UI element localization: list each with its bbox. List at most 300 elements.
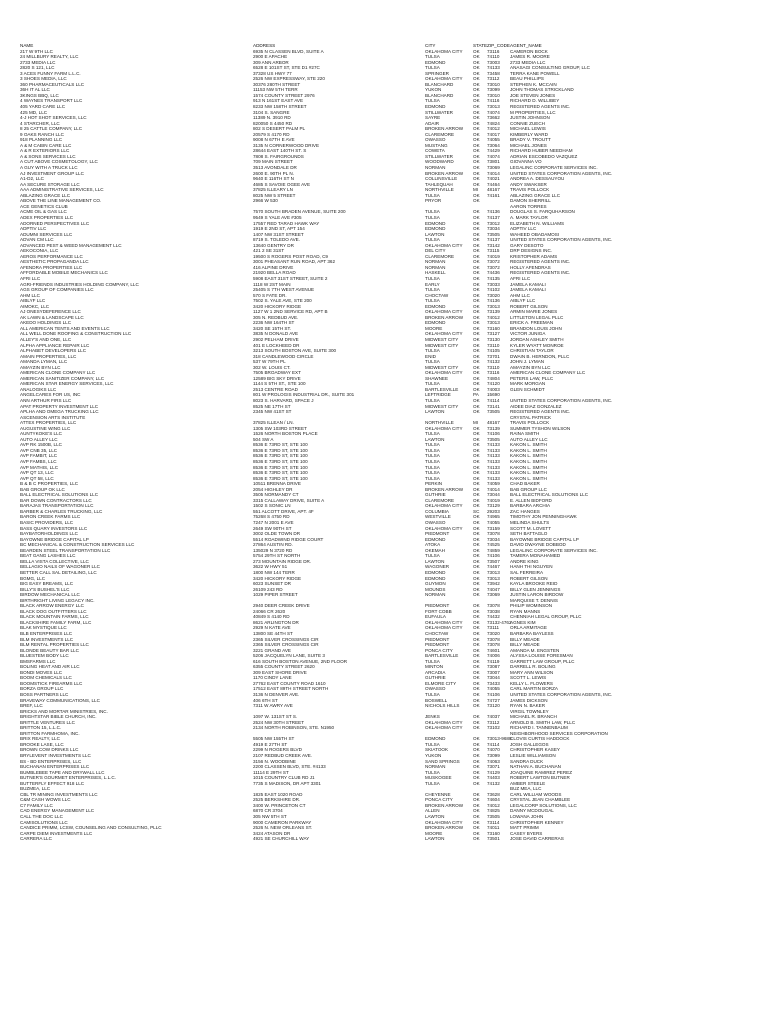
cell-zip: 73013 [487,303,500,309]
cell-agent: DRP DESIGNS INC. [510,248,553,254]
cell-name: BASIC PROVIDERS, LLC [20,520,74,526]
cell-state: OK [473,814,480,820]
cell-zip: 73013 [487,320,500,326]
cell-city: TULSA [425,275,440,281]
cell-agent: CLOVIS CURTIS HADDOCK [510,736,570,742]
cell-name: BIRDOW MECHANICAL LLC [20,592,80,598]
cell-name: AVP FAMBIT, LLC [20,453,58,459]
cell-address: 8536 E 73RD ST, STE 100 [253,464,308,470]
cell-agent: NEIGHBORHOOD SERVICES CORPORATION [510,730,608,736]
cell-city: COWETA [425,148,445,154]
cell-zip: 74825 [487,808,500,814]
cell-agent: CAMERON BOCK [510,48,548,54]
cell-city: BROKEN ARROW [425,126,464,132]
cell-zip: 73102 [487,725,500,731]
cell-zip: 74436 [487,270,500,276]
cell-state: OK [473,209,480,215]
cell-name: A GUY WITH A TRUCK LLC [20,165,78,171]
cell-state: OK [473,802,480,808]
cell-agent: CRYSTAL PATRICK [510,414,552,420]
cell-name: ATTEX PROPERTIES, LLC [20,420,77,426]
cell-agent: JUSTIN LARON BIRDOW [510,592,564,598]
cell-zip: 73072 [487,264,500,270]
cell-state: OK [473,170,480,176]
cell-agent: MARY ANN WILSON [510,669,554,675]
cell-state: OK [473,753,480,758]
cell-address: 1305 SW 103RD STREET [253,425,307,431]
cell-city: TULSA [425,209,440,215]
cell-address: 1170 CINDY LANE [253,675,292,681]
cell-name: BGMG, LLC [20,575,46,581]
cell-agent: LITTLETON LEGAL PLLC [510,314,564,320]
cell-state: OK [473,292,480,298]
cell-state: PA [473,392,479,398]
cell-address: 1127 W 1 2ND SERVICE RD, APT B [253,309,328,315]
cell-agent: MELINDA SHULTS [510,520,550,526]
cell-agent: SCOTT M. LOVETT [510,525,552,531]
cell-agent: SANDRA DUCK [510,758,544,764]
cell-city: PIEDMONT [425,603,450,609]
cell-state: OK [473,281,480,287]
cell-agent: ADRIAN ESCOBEDO VAZQUEZ [510,153,578,159]
cell-address: 1118 W 2ST MAIN [253,281,291,287]
cell-name: AFENDRA PROPERTIES LLC [20,264,83,270]
cell-name: ADVAN CM LLC [20,237,54,243]
cell-zip: 73064 [487,142,500,148]
cell-agent: MICHAEL R. BRANCH [510,714,557,720]
cell-name: BARBER & CHARLES TRUCKING, LLC [20,508,103,514]
cell-name: 360 PHARMACEUTICALS LLC [20,81,85,87]
cell-name: C7 FAMILY LLC [20,802,53,808]
cell-city: MIDWEST CITY [425,403,459,409]
cell-name: APLHA AND OMEGA TRUCKING LLC [20,409,99,415]
cell-zip: 73078 [487,636,500,642]
cell-state: OK [473,547,480,553]
cell-name: BIG EASY BREAMS, LLC [20,581,74,587]
cell-zip: 73114 [487,819,500,825]
cell-address: 309 ANN ARBOR [253,59,289,65]
cell-zip: 73662 [487,115,500,121]
business-listing [20,43,760,842]
cell-address: 17557 RED TARAD HAWK WAY [253,220,320,226]
cell-agent: CONNIE ZUECH [510,120,545,126]
cell-city: EDMOND [425,303,446,309]
cell-address: 8536 E 73RD ST, STE 100 [253,475,308,481]
cell-address: 2054 HIGHLEY DR [253,486,293,492]
cell-address: 3400 W. PRINCETON CT [253,802,306,808]
cell-state: OK [473,736,480,742]
cell-state: OK [473,253,480,259]
cell-city: FORT COBB [425,608,452,614]
cell-agent: ROBERT GILSON [510,303,548,309]
cell-name: 405 YARD CARE LLC [20,104,66,110]
cell-city: OKLAHOMA CITY [425,719,463,725]
cell-city: BROKEN ARROW [425,802,464,808]
cell-agent: ROBERT LAWTON BUTNER [510,775,570,781]
cell-agent: RICHARD D. WILLIBEY [510,98,560,104]
cell-zip: 73942 [487,581,500,587]
cell-name: AFRI LLC [20,275,41,281]
cell-address: 1015 COUNTRY CLUB RD J1 [253,775,315,781]
cell-state: OK [473,747,480,753]
cell-state: OK [473,348,480,354]
cell-state: OK [473,558,480,564]
cell-name: AA SECURE STORAGE LLC [20,181,80,187]
cell-city: TULSA [425,214,440,220]
cell-name: AESTHETIC PROPAGANDA LLC [20,259,89,265]
cell-zip: 73458 [487,70,500,76]
cell-name: A1-D2, LLC [20,176,45,182]
cell-zip: 74136 [487,298,500,304]
cell-state: OK [473,592,480,598]
cell-name: ADUMNI SERVICES LLC [20,231,73,237]
cell-city: OKLAHOMA CITY [425,525,463,531]
cell-state: OK [473,248,480,254]
cell-name: BOLING HEAT AND AIR LLC [20,664,80,670]
cell-zip: 74114 [487,398,500,403]
cell-state: OK [473,104,480,110]
cell-address: 3135 N CORNERWOOD DRIVE [253,142,320,148]
cell-state: OK [473,464,480,470]
cell-city: EDMOND [425,226,446,232]
cell-agent: JOHN J. LYMAN [510,359,545,365]
cell-agent: KAKON L. SMITH [510,470,547,476]
cell-state: OK [473,115,480,121]
cell-zip: 73072 [487,259,500,265]
cell-state: OK [473,769,480,775]
cell-agent: PETERS LAW, PLLC [510,375,554,381]
cell-agent: DAMON SHERRILL [510,198,551,204]
cell-state: OK [473,819,480,825]
cell-zip: 74525 [487,542,500,548]
cell-address: 2299 N ROGERS BLVD [253,747,302,753]
cell-state: OK [473,569,480,575]
cell-city: NICHOLS HILLS [425,703,460,709]
cell-name: C&M CASH WOWS LLC [20,797,71,803]
cell-address: 7247 N 2001 E AVE [253,520,294,526]
cell-name: BELLAGIO NAILS OF WAGONER LLC [20,564,100,570]
cell-address: 10511 BRENNA DRIVE [253,481,301,487]
cell-address: 8525 NE 17TH ST [253,403,291,409]
cell-address: 801 W PROLOGIS INDUSTRIAL DR., SUITE 301 [253,392,355,398]
cell-name: CAMISOLUTIONS LLC [20,819,68,825]
cell-state: OK [473,608,480,614]
cell-zip: 74070 [487,747,500,753]
cell-state: OK [473,331,480,337]
cell-state: OK [473,303,480,309]
cell-zip: 73801 [487,159,500,165]
cell-address: 2524 NW 30TH STREET [253,719,305,725]
cell-city: SAND SPRINGS [425,758,460,764]
cell-city: TULSA [425,453,440,459]
cell-address: 2902 PELHAM DRIVE [253,336,299,342]
cell-agent: RICHARD I. TANNENBAUM [510,725,568,731]
cell-agent: JOAQUINE RAMIREZ PEREZ [510,769,573,775]
cell-state: OK [473,542,480,548]
cell-name: BAYBATORHOLDINGS LLC [20,531,78,537]
cell-name: AJ ONESYDEFERENCE LLC [20,309,81,315]
cell-name: BRITTON FARMHOMA, INC. [20,730,80,736]
cell-name: AUNTYKOKE'S LLC [20,431,62,437]
cell-zip: 73038 [487,608,500,614]
cell-zip: 74120 [487,381,500,387]
cell-name: BUTTERFLY EFFECT 918 LLC [20,780,85,786]
cell-agent: BRANDON LOUIS JOHN [510,325,562,331]
listing-row [20,836,760,842]
cell-agent: 2733 MEDIA LLC [510,59,546,65]
cell-address: 2236 NW 164TH ST [253,320,295,326]
cell-address: 2526 N. NEW ORLEANS ST. [253,825,313,831]
cell-city: TULSA [425,65,440,71]
cell-zip: 74019 [487,253,500,259]
cell-city: TULSA [425,470,440,476]
cell-address: 5206 JACQUELYN LANE, SUITE 3 [253,653,325,659]
cell-address: 2929 N KATE AVE [253,625,291,631]
cell-agent: JAMES DICKSON [510,697,548,703]
cell-zip: 74106 [487,691,500,697]
cell-state: OK [473,630,480,636]
cell-address: 1825 EAST 1020 ROAD [253,791,303,797]
cell-address: 8023 S. HARVARD, SPACE J [253,398,314,403]
cell-address: 4921 SE CHURCHILL WAY [253,836,310,842]
cell-state: OK [473,691,480,697]
cell-zip: 74132 [487,359,500,365]
cell-zip: 48167 [487,420,500,426]
cell-zip: 74006 [487,653,500,659]
cell-agent: ERICK A. FREEMAN [510,320,554,326]
cell-state: OK [473,242,480,248]
cell-zip: 73433 [487,680,500,686]
cell-agent: AMANDA M. ENGSTEN [510,647,560,653]
cell-name: AJ INVESTMENT GROUP LLC [20,170,84,176]
cell-zip: 73116 [487,370,500,376]
cell-city: EDMOND [425,59,446,65]
cell-address: 3156 N. WOODBINE [253,758,296,764]
cell-address: 802 S DESERT PALM PL [253,126,306,132]
cell-state: OK [473,664,480,670]
cell-zip: 73020 [487,292,500,298]
cell-address: 25405 S 7TH WEST AVENUE [253,287,315,293]
cell-zip: 74464 [487,181,500,187]
cell-city: ARCADIA [425,669,446,675]
cell-state: OK [473,775,480,781]
cell-name: AVP CNB 35, LLC [20,447,58,453]
cell-state: OK [473,653,480,659]
cell-zip: 73110 [487,364,500,370]
cell-state: OK [473,375,480,381]
cell-name: 3 ACES FUNNY FARM L.L.C. [20,70,81,76]
cell-zip: 74110 [487,54,500,60]
cell-city: OKLAHOMA CITY [425,309,463,315]
cell-zip: 29203 [487,508,500,514]
cell-state: OK [473,686,480,692]
cell-address: 2966 W 530 [253,198,278,204]
cell-state: OK [473,181,480,187]
cell-agent: ANDREA A. DESSAUYOU [510,176,565,182]
cell-city: TULSA [425,398,440,403]
cell-city: PRYOR [425,198,442,204]
cell-address: 3213 SOUTH BOSTON AVE, SUITE 300 [253,348,337,354]
cell-state: OK [473,386,480,392]
cell-city: DEL CITY [425,248,446,254]
cell-name: 2820 S 121, LLC [20,65,55,71]
cell-address: 8536 E 73RD ST, STE 100 [253,459,308,465]
cell-city: TULSA [425,98,440,104]
cell-name: CANDICE PRIMM, LCSW, COUNSELING AND CONSULTING, PLLC [20,825,162,831]
cell-name: BRAVEWAY COMMUNICATIONS, LLC [20,697,100,703]
cell-address: 1574 COUNTY STREET 2976 [253,92,315,98]
cell-address: 9000 CAMERON PARKWAY [253,819,312,825]
cell-state: OK [473,564,480,570]
cell-state: OK [473,409,480,415]
cell-city: NORTHVILLE [425,187,454,193]
cell-state: OK [473,780,480,786]
cell-name: BIRTHRIGHT LIVING LEGACY INC. [20,597,95,603]
cell-state: OK [473,830,480,836]
cell-address: 7311 W AWRY AVE [253,703,293,709]
cell-city: GUTHRIE [425,675,446,681]
cell-address: 2900 E APACHE [253,54,288,60]
cell-city: TULSA [425,658,440,664]
cell-address: 12589 BIG SKY DRIVE [253,375,301,381]
cell-name: A CUT ABOVE COSMETOLOGY, LLC [20,159,98,165]
cell-agent: AMBER STEELE [510,780,546,786]
cell-agent: BILLY MEADE [510,636,540,642]
cell-zip: 74059 [487,481,500,487]
cell-city: EDMOND [425,220,446,226]
cell-city: OKLAHOMA CITY [425,331,463,337]
cell-city: EDMOND [425,569,446,575]
cell-zip: 74063 [487,758,500,764]
cell-state: OK [473,647,480,653]
cell-name: ANALOGIKS LLC [20,386,57,392]
cell-name: BLM INVESTMENTS LLC [20,636,74,642]
cell-address: 27864 AUSTIN RD. [253,542,293,548]
cell-agent: UNITED STATES CORPORATION AGENTS, INC. [510,237,613,243]
cell-city: CHOCTAW [425,292,449,298]
cell-city: BROKEN ARROW [425,825,464,831]
cell-address: 3002 OLDE TOWN DR [253,531,301,537]
cell-agent: ORLA ARMITAGE [510,625,547,631]
cell-state: OK [473,314,480,320]
cell-agent: AARON TORRES [510,203,547,209]
cell-city: PONCA CITY [425,647,453,653]
cell-address: 406 6TH ST [253,697,278,703]
cell-zip: 74014 [487,170,500,176]
cell-zip: 74074 [487,153,500,159]
cell-agent: REGISTERED AGENTS INC. [510,270,571,276]
cell-city: TULSA [425,464,440,470]
cell-name: 36H IT AL LLC [20,87,50,93]
cell-city: LAWTON [425,836,445,842]
cell-address: 504 SW A [253,436,274,442]
cell-city: TULSA [425,691,440,697]
cell-address: 2107 REDBUD CREEK AVE. [253,753,313,758]
cell-zip: 48167 [487,187,500,193]
cell-state: OK [473,131,480,137]
cell-state: OK [473,669,480,675]
cell-name: AMERICAN SANITIZER COMPANY, LLC [20,375,105,381]
cell-address: 302 W. LOUIS CT. [253,364,291,370]
cell-address: 309 EAST SHORE DRIVE [253,669,307,675]
cell-city: BROKEN ARROW [425,314,464,320]
cell-zip: 73071 [487,764,500,770]
cell-city: EARLY [425,281,440,287]
cell-name: BLACK MOUNTAIN FARMS, LLC [20,614,89,620]
cell-state: OK [473,825,480,831]
cell-name: AEROS PERFORMANCE LLC [20,253,83,259]
cell-city: STILLWATER [425,153,453,159]
cell-zip: 74136 [487,209,500,215]
cell-address: 9008 N 67TH E AVE [253,137,295,143]
cell-name: ALPHABET DEVELOPERS LLC [20,348,87,354]
cell-state: OK [473,553,480,559]
cell-state: OK [473,214,480,220]
cell-zip: 74055 [487,686,500,692]
cell-agent: VICTOR JUNIGA [510,331,546,337]
cell-agent: RAINA SMITH [510,431,540,437]
cell-name: CALL THE DOC LLC [20,814,63,820]
cell-city: LEFTRIDGE [425,392,451,398]
cell-name: BARAJAS TRANSPORTATION LLC [20,503,94,509]
cell-city: TULSA [425,447,440,453]
cell-state: OK [473,98,480,104]
cell-city: OKLAHOMA CITY [425,619,463,625]
cell-address: 2200 CLASSEN BLVD, STE. #4133 [253,764,326,770]
cell-city: BOSWELL [425,697,448,703]
cell-city: OWASSO [425,520,446,526]
cell-agent: JOSH GALLEGOS [510,741,549,747]
cell-state: OK [473,403,480,409]
cell-agent: MARK MORGAN [510,381,546,387]
cell-city: OKLAHOMA CITY [425,370,463,376]
cell-city: BARTLESVILLE [425,386,459,392]
cell-agent: ABLAZING GRACE LLC [510,192,561,198]
cell-name: AVP QT 13, LLC [20,470,54,476]
cell-zip: 74037 [487,714,500,720]
cell-state: OK [473,675,480,681]
cell-name: 918 PLANNING LLC [20,137,63,143]
cell-agent: E. ALLEN BIDFORD [510,497,552,503]
cell-address: 3513 AVONDALE DR [253,165,297,171]
cell-name: BUTNER'S GOURMET ENTERPRISES, L.L.C. [20,775,117,781]
cell-state: OK [473,320,480,326]
cell-agent: UNITED STATES CORPORATION AGENTS, INC. [510,170,613,176]
cell-name: BAB GROUP OK LLC [20,486,65,492]
cell-city: OKLAHOMA CITY [425,48,463,54]
cell-zip: 73007 [487,669,500,675]
cell-name: BLAK MYSTIQUE LLC [20,625,67,631]
cell-agent: ARNOLD B. SMITH LAW, PLLC [510,719,576,725]
cell-state: OK [473,70,480,76]
cell-city: NORTHVILLE [425,420,454,426]
cell-name: BARON CREEK FARMS LLC [20,514,81,520]
cell-agent: M PROPERTIES, LLC [510,109,556,115]
cell-agent: CHENNIAH LEGAL GROUP, PLLC [510,614,582,620]
cell-state: OK [473,309,480,315]
cell-address: 30376 280TH STREET [253,81,301,87]
cell-address: 3001 PHEASANT RUN ROAD, APT 362 [253,259,336,265]
cell-city: EDMOND [425,536,446,542]
cell-city: TULSA [425,54,440,60]
cell-address: 5514 ROADWIND RIDGE COURT [253,536,324,542]
cell-agent: SCOTT L. LEWIS [510,675,547,681]
cell-state: OK [473,503,480,509]
cell-state: OK [473,636,480,642]
cell-city: OKLAHOMA CITY [425,819,463,825]
cell-zip: 73069 [487,592,500,598]
cell-agent: AGNES KIM [510,619,536,625]
